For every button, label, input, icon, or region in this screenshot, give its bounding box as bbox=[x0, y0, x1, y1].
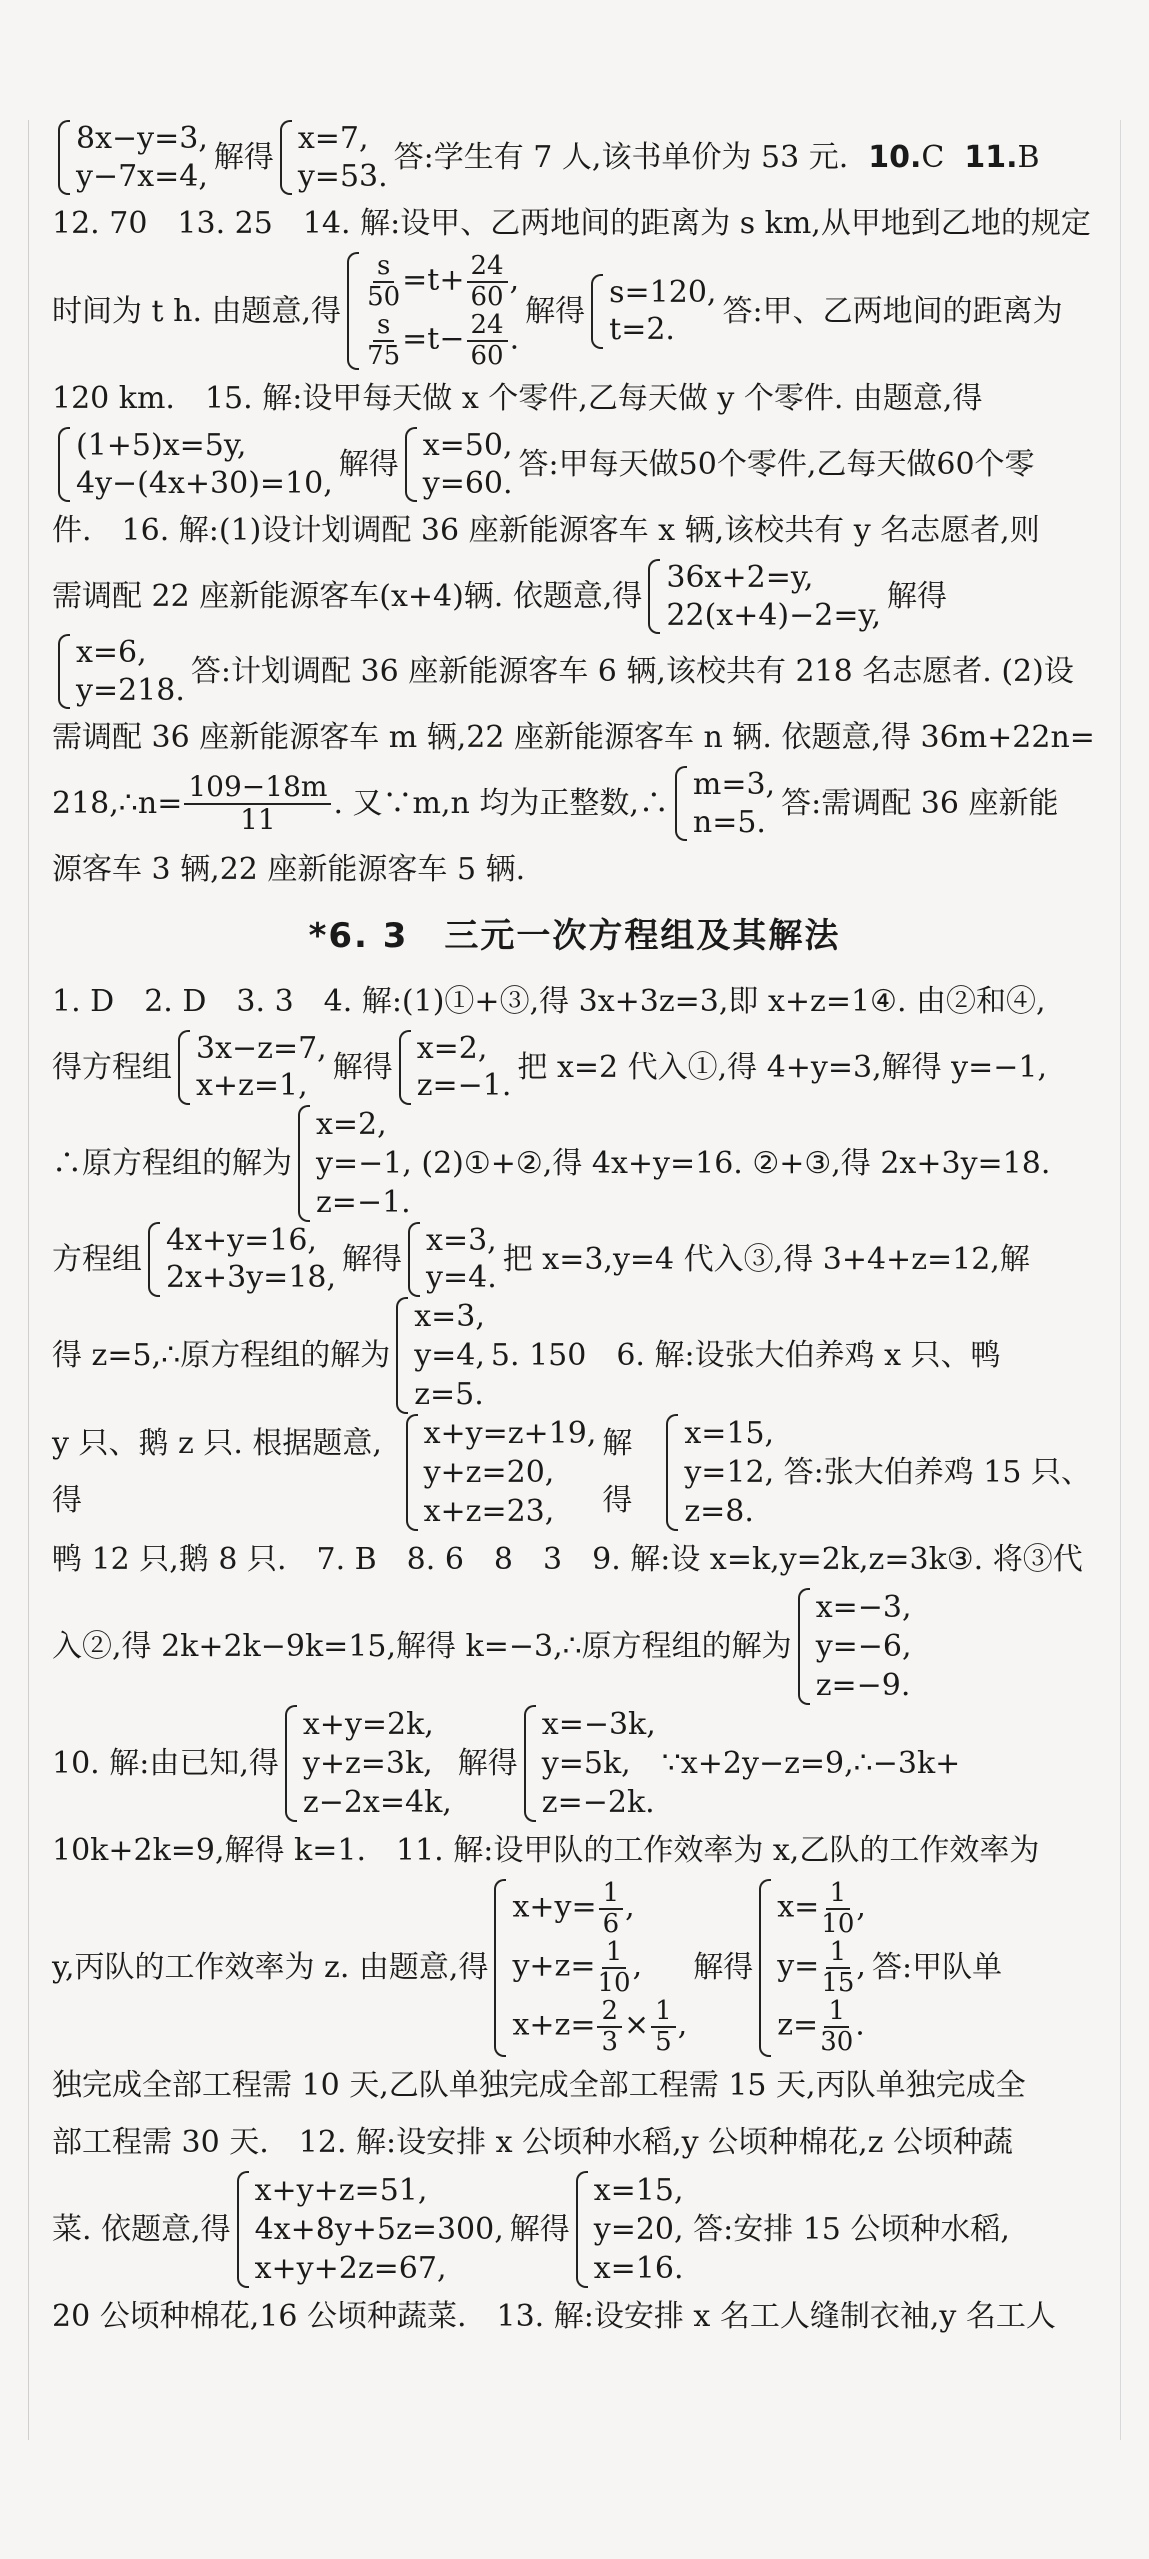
line-6: 件. 16. 解:(1)设计划调配 36 座新能源客车 x 辆,该校共有 y 名志愿者,则 bbox=[52, 513, 1040, 549]
equation-system: $\frac{s}{50}$ =t+ $\frac{24}{60}$ , $\frac{s}{75}$ =t− $\frac{24}{60}$ . bbox=[347, 252, 519, 370]
equation-system: x+y+z=51, 4x+8y+5z=300, x+y+2z=67, bbox=[237, 2171, 504, 2288]
line-18: 鸭 12 只,鹅 8 只. 7. B 8. 6 8 3 9. 解:设 x=k,y=2k,z=3k③. 将③代 bbox=[52, 1541, 1083, 1577]
line-10: 218,∴n= $\frac{109-18m}{11}$ . 又∵m,n 均为正整数,∴ m=3, n=5. 答:需调配 36 座新能 bbox=[52, 767, 1059, 840]
solution-system: x=50, y=60. bbox=[405, 427, 513, 502]
answer-content bbox=[52, 120, 1097, 2345]
line-21: 10k+2k=9,解得 k=1. 11. 解:设甲队的工作效率为 x,乙队的工作效率为 bbox=[52, 1832, 1040, 1868]
equation-system: 8x−y=3, y−7x=4, bbox=[58, 120, 208, 195]
equation-system: x+y= $\frac{1}{6}$ , y+z= $\frac{1}{10}$ , x+z= $\frac{2}{3}$ × $\frac{1}{5}$ , bbox=[494, 1879, 687, 2057]
solution-system: x= $\frac{1}{10}$ , y= $\frac{1}{15}$ , z= $\frac{1}{30}$ . bbox=[759, 1879, 866, 2057]
line-8: x=6, y=218. 答:计划调配 36 座新能源客车 6 辆,该校共有 218 名志愿者. (2)设 bbox=[52, 634, 1097, 709]
solution-system: m=3, n=5. bbox=[675, 766, 775, 841]
solution-system: x=15, y=20, 答:安排 15 公顷种水稻, x=16. bbox=[576, 2171, 1010, 2288]
solution-system: x=−3k, y=5k, z=−2k. bbox=[524, 1705, 656, 1822]
solution-system: x=3, y=4. bbox=[408, 1222, 497, 1297]
line-16: 得 z=5,∴原方程组的解为 x=3, y=4, z=5. 5. 150 6. 解:设张大伯养鸡 x 只、鸭 bbox=[52, 1298, 1001, 1412]
line-19: 入②,得 2k+2k−9k=15,解得 k=−3,∴原方程组的解为 x=−3, y=−6, z=−9. bbox=[52, 1589, 912, 1703]
solution-system: s=120, t=2. bbox=[591, 274, 716, 349]
line-4: 120 km. 15. 解:设甲每天做 x 个零件,乙每天做 y 个零件. 由题意,得 bbox=[52, 381, 983, 417]
line-15: 方程组 4x+y=16, 2x+3y=18, 解得 x=3, y=4. 把 x=3,y=4 代入③,得 3+4+z=12,解 bbox=[52, 1222, 1030, 1296]
line-25: 菜. 依题意,得 x+y+z=51, 4x+8y+5z=300, x+y+2z=67, 解得 x=15, y=20, 答:安排 15 公顷种水稻, x=16. bbox=[52, 2172, 1010, 2286]
equation-system: x+y=z+19, y+z=20, x+z=23, bbox=[406, 1414, 597, 1531]
line-2: 12. 70 13. 25 14. 解:设甲、乙两地间的距离为 s km,从甲地到乙地的规定 bbox=[52, 206, 1091, 241]
solution-system: x=3, y=4, z=5. bbox=[396, 1297, 485, 1414]
line-24: 部工程需 30 天. 12. 解:设安排 x 公顷种水稻,y 公顷种棉花,z 公顷种蔬 bbox=[52, 2124, 1014, 2160]
right-margin-line bbox=[1120, 120, 1121, 2440]
equation-system: x+y=2k, y+z=3k, z−2x=4k, bbox=[285, 1705, 452, 1822]
line-20: 10. 解:由已知,得 x+y=2k, y+z=3k, z−2x=4k, 解得 x=−3k, y=5k, z=−2k. ∵x+2y−z=9,∴−3k+ bbox=[52, 1706, 961, 1820]
equation-system: (1+5)x=5y, 4y−(4x+30)=10, bbox=[58, 427, 333, 502]
line-17: y 只、鹅 z 只. 根据题意,得 x+y=z+19, y+z=20, x+z=23, 解得 x=15, y=12, 答:张大伯养鸡 15 只、 z=8. bbox=[52, 1415, 1091, 1529]
line-14: ∴原方程组的解为 x=2, y=−1, (2)①+②,得 4x+y=16. ②+③,得 2x+3y=18. z=−1. bbox=[52, 1106, 1051, 1220]
solution-system: x=6, y=218. bbox=[58, 634, 185, 709]
equation-system: 3x−z=7, x+z=1, bbox=[178, 1030, 327, 1105]
solution-system: x=7, y=53. bbox=[280, 120, 388, 195]
solution-system: x=−3, y=−6, z=−9. bbox=[798, 1588, 912, 1705]
section-title: *6. 3 三元一次方程组及其解法 bbox=[308, 916, 841, 957]
line-3: 时间为 t h. 由题意,得 $\frac{s}{50}$ =t+ $\frac{24}{60}$ , $\frac{s}{75}$ =t− $\frac{24}{60}$ . 解得 s=120, t=2. 答:甲、乙两地间的距离为 bbox=[52, 251, 1063, 371]
left-margin-line bbox=[28, 120, 29, 2440]
line-9: 需调配 36 座新能源客车 m 辆,22 座新能源客车 n 辆. 依题意,得 36m+22n= bbox=[52, 720, 1095, 756]
solution-system: x=15, y=12, 答:张大伯养鸡 15 只、 z=8. bbox=[666, 1414, 1091, 1531]
line-7: 需调配 22 座新能源客车(x+4)辆. 依题意,得 36x+2=y, 22(x+4)−2=y, 解得 bbox=[52, 560, 947, 633]
line-23: 独完成全部工程需 10 天,乙队单独完成全部工程需 15 天,丙队单独完成全 bbox=[52, 2067, 1026, 2103]
equation-system: 4x+y=16, 2x+3y=18, bbox=[148, 1222, 336, 1297]
line-12: 1. D 2. D 3. 3 4. 解:(1)①+③,得 3x+3z=3,即 x+z=1④. 由②和④, bbox=[52, 983, 1046, 1019]
line-5: (1+5)x=5y, 4y−(4x+30)=10, 解得 x=50, y=60. 答:甲每天做50个零件,乙每天做60个零 bbox=[52, 427, 1097, 502]
line-26: 20 公顷种棉花,16 公顷种蔬菜. 13. 解:设安排 x 名工人缝制衣袖,y 名工人 bbox=[52, 2298, 1056, 2334]
line-22: y,丙队的工作效率为 z. 由题意,得 x+y= $\frac{1}{6}$ , y+z= $\frac{1}{10}$ , x+z= $\frac{2}{3}$ × $\frac{1}{5}$ , 解得 x= $\frac{1}{10}$ , y= $\frac{1}{15}$ , z= $\frac{1}{30}$ . 答:甲队单 bbox=[52, 1877, 1003, 2057]
solution-system: x=2, z=−1. bbox=[399, 1030, 512, 1105]
line-1: 8x−y=3, y−7x=4, 解得 x=7, y=53. 答:学生有 7 人,该书单价为 53 元. 10. C 11. B bbox=[52, 120, 1097, 195]
line-13: 得方程组 3x−z=7, x+z=1, 解得 x=2, z=−1. 把 x=2 代入①,得 4+y=3,解得 y=−1, bbox=[52, 1030, 1048, 1104]
solution-system: x=2, y=−1, (2)①+②,得 4x+y=16. ②+③,得 2x+3y=18. z=−1. bbox=[298, 1105, 1050, 1222]
line-11: 源客车 3 辆,22 座新能源客车 5 辆. bbox=[52, 852, 526, 888]
equation-system: 36x+2=y, 22(x+4)−2=y, bbox=[648, 559, 881, 634]
